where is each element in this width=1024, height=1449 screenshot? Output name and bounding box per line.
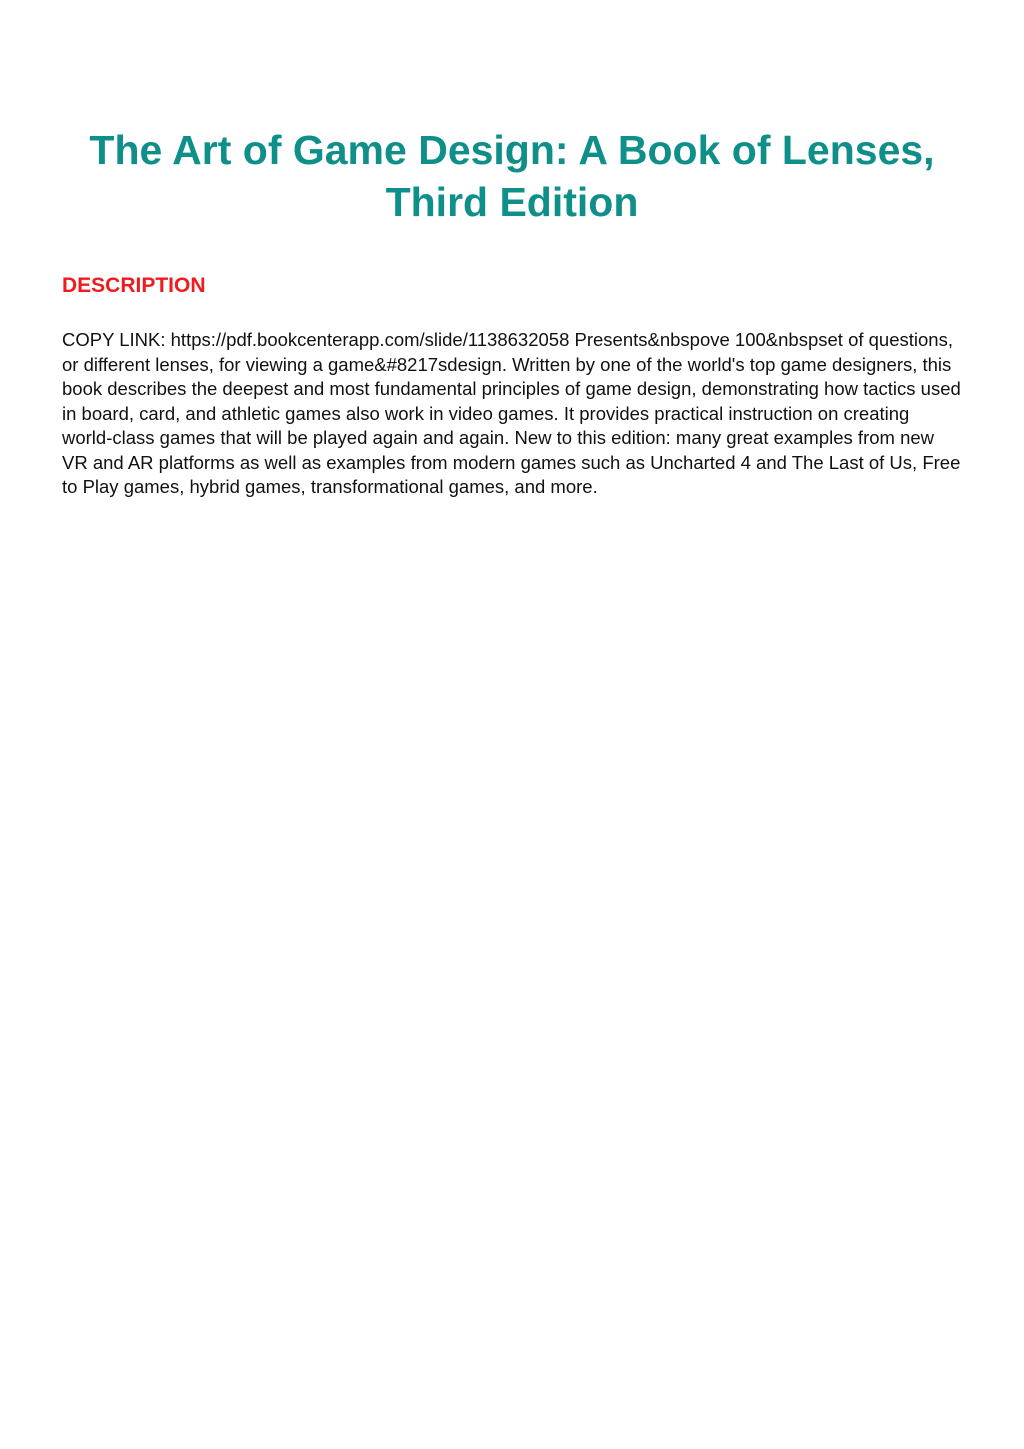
- description-text: COPY LINK: https://pdf.bookcenterapp.com/slide/1138632058 Presents&nbspove 100&nbspset of questions, or different lenses, for viewing a game&#8217sdesign. Written by one of the world's top game designers, this book describes the deepest and most fundamental principles of game design, demonstrating how tactics used in board, card, and athletic games also work in video games. It provides practical instruction on creating world-class games that will be played again and again. New to this edition: many great examples from new VR and AR platforms as well as examples from modern games such as Uncharted 4 and The Last of Us, Free to Play games, hybrid games, transformational games, and more.: [62, 329, 961, 497]
- description-heading: DESCRIPTION: [62, 274, 206, 297]
- document-title: The Art of Game Design: A Book of Lenses, Third Edition: [89, 127, 935, 225]
